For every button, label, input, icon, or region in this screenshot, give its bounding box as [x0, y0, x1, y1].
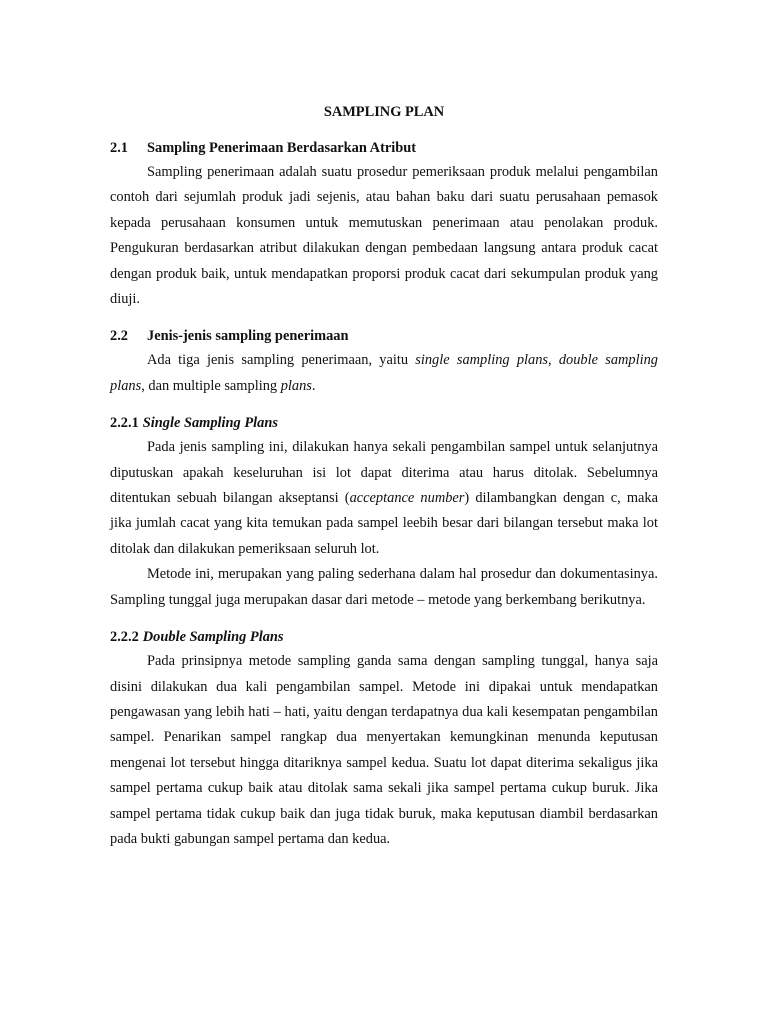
- section-number: 2.2.1: [110, 415, 139, 432]
- section-2-2-1-paragraph-1: [110, 435, 658, 562]
- italic-term: acceptance number: [349, 490, 465, 507]
- document-page: [110, 100, 658, 852]
- document-title: SAMPLING PLAN: [323, 104, 445, 120]
- section-number: 2.2.2: [110, 629, 139, 646]
- section-2-2-2-heading: [110, 625, 658, 649]
- section-2-1-paragraph: Sampling penerimaan adalah suatu prosedur pemeriksaan produk melalui pengambilan contoh dari sejumlah produk jadi sejenis, atau bahan baku dari suatu perusahaan pemasok kepada perusahaan konsumen untuk memutuskan penerimaan atau penolakan produk. Pengukuran berdasarkan atribut dilakukan dengan pembedaan langsung antara produk cacat dengan produk baik, untuk mendapatkan proporsi produk cacat dari sekumpulan produk yang diuji.: [110, 164, 658, 308]
- section-2-2-1-paragraph-2: Metode ini, merupakan yang paling sederhana dalam hal prosedur dan dokumentasinya. Sampling tunggal juga merupakan dasar dari metode – metode yang berkembang berikutnya.: [110, 566, 658, 608]
- section-title: Jenis-jenis sampling penerimaan: [147, 328, 349, 345]
- section-2-2-2-paragraph: Pada prinsipnya metode sampling ganda sama dengan sampling tunggal, hanya saja disini dilakukan dua kali pengambilan sampel. Metode ini dipakai untuk mendapatkan pengawasan yang lebih hati – hati, yaitu dengan terdapatnya dua kali kesempatan pengambilan sampel. Penarikan sampel rangkap dua menyertakan kemungkinan menunda keputusan mengenai lot tersebut hingga ditariknya sampel kedua. Suatu lot dapat diterima sekaligus jika sampel pertama cukup baik atau ditolak sama sekali jika sampel pertama cukup buruk. Jika sampel pertama tidak cukup baik dan juga tidak buruk, maka keputusan diambil berdasarkan pada bukti gabungan sampel pertama dan kedua.: [110, 653, 658, 847]
- section-number: 2.1: [110, 140, 128, 156]
- text-run: Pada jenis sampling ini, dilakukan hanya sekali pengambilan sampel untuk selanjutnya diputuskan apakah keseluruhan isi lot dapat diterima atau harus ditolak. Sebelumnya ditentukan sebuah bilangan akseptansi (: [110, 439, 658, 507]
- text-run: .: [311, 377, 316, 394]
- section-title: Sampling Penerimaan Berdasarkan Atribut: [147, 140, 417, 156]
- italic-term: double sampling plans: [110, 352, 658, 394]
- section-2-2-1-heading: [110, 411, 658, 435]
- italic-term: single sampling plans: [415, 352, 549, 369]
- text-run: ) dilambangkan dengan c, maka jika jumlah cacat yang kita temukan pada sampel leebih besar dari bilangan tersebut maka lot ditolak dan dilakukan pemeriksaan seluruh lot.: [110, 490, 658, 557]
- section-number: 2.2: [110, 328, 128, 345]
- text-run: , dan multiple sampling: [141, 377, 281, 394]
- section-title: Double Sampling Plans: [142, 629, 284, 646]
- section-2-2-paragraph: [110, 348, 658, 399]
- italic-term: plans: [280, 377, 312, 394]
- section-2-1-heading: [110, 136, 658, 160]
- section-title: Single Sampling Plans: [142, 415, 278, 432]
- section-2-2-heading: [110, 324, 658, 348]
- text-run: Ada tiga jenis sampling penerimaan, yaitu: [147, 352, 416, 369]
- text-run: ,: [548, 352, 559, 369]
